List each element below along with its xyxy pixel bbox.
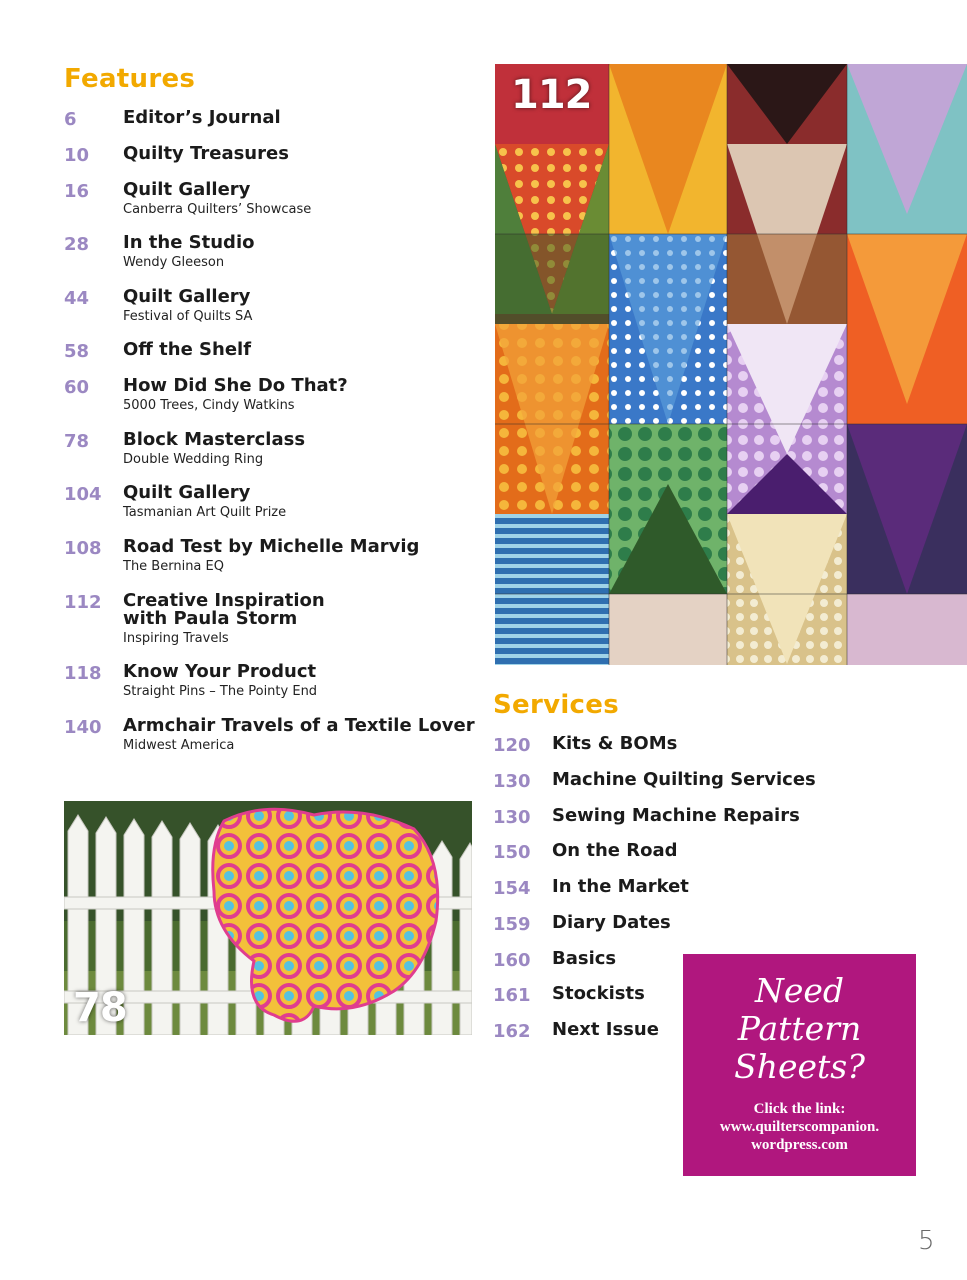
toc-title: Creative Inspiration bbox=[123, 590, 325, 611]
toc-page-number: 160 bbox=[493, 950, 531, 971]
toc-title: Machine Quilting Services bbox=[552, 769, 816, 790]
toc-subtitle: Double Wedding Ring bbox=[123, 452, 264, 467]
features-list bbox=[64, 0, 484, 780]
toc-page-number: 44 bbox=[64, 288, 90, 309]
page-number: 5 bbox=[918, 1226, 935, 1256]
toc-page-number: 104 bbox=[64, 484, 102, 505]
toc-page-number: 112 bbox=[64, 592, 102, 613]
services-heading: Services bbox=[493, 690, 619, 720]
toc-subtitle: Straight Pins – The Pointy End bbox=[123, 684, 318, 699]
toc-title: Quilt Gallery bbox=[123, 179, 251, 200]
toc-title: Quilt Gallery bbox=[123, 482, 251, 503]
toc-page-number: 108 bbox=[64, 538, 102, 559]
toc-subtitle: Canberra Quilters’ Showcase bbox=[123, 202, 312, 217]
toc-page-number: 159 bbox=[493, 914, 531, 935]
toc-page-number: 10 bbox=[64, 145, 90, 166]
toc-title: Stockists bbox=[552, 983, 645, 1004]
quilt-photo-fence bbox=[64, 801, 472, 1035]
promo-headline-line: Pattern bbox=[737, 1009, 862, 1048]
services-list bbox=[493, 0, 816, 1060]
promo-link-label: Click the link: bbox=[753, 1101, 846, 1117]
toc-page-number: 120 bbox=[493, 735, 531, 756]
toc-title: In the Market bbox=[552, 876, 689, 897]
toc-page-number: 28 bbox=[64, 234, 90, 255]
promo-headline-line: Sheets? bbox=[734, 1047, 865, 1086]
toc-page-number: 58 bbox=[64, 341, 90, 362]
toc-subtitle: 5000 Trees, Cindy Watkins bbox=[123, 398, 295, 413]
promo-link-url[interactable]: wordpress.com bbox=[751, 1137, 848, 1153]
toc-subtitle: Wendy Gleeson bbox=[123, 255, 225, 270]
toc-title: Sewing Machine Repairs bbox=[552, 805, 800, 826]
toc-subtitle: Inspiring Travels bbox=[123, 631, 229, 646]
toc-title: Off the Shelf bbox=[123, 339, 252, 360]
toc-title: Next Issue bbox=[552, 1019, 659, 1040]
toc-title-line-2: with Paula Storm bbox=[123, 608, 298, 629]
toc-subtitle: Tasmanian Art Quilt Prize bbox=[123, 505, 287, 520]
promo-link[interactable] bbox=[683, 1100, 916, 1154]
toc-page-number: 154 bbox=[493, 878, 531, 899]
toc-title: Quilt Gallery bbox=[123, 286, 251, 307]
toc-title: Diary Dates bbox=[552, 912, 671, 933]
toc-title: Basics bbox=[552, 948, 617, 969]
photo-page-label: 112 bbox=[511, 72, 592, 118]
features-heading: Features bbox=[64, 64, 196, 94]
toc-page-number: 130 bbox=[493, 807, 531, 828]
toc-title: Armchair Travels of a Textile Lover bbox=[123, 715, 475, 736]
toc-page-number: 60 bbox=[64, 377, 90, 398]
toc-title: How Did She Do That? bbox=[123, 375, 348, 396]
toc-title: On the Road bbox=[552, 840, 678, 861]
toc-page-number: 150 bbox=[493, 842, 531, 863]
toc-page-number: 16 bbox=[64, 181, 90, 202]
promo-link-url[interactable]: www.quilterscompanion. bbox=[719, 1119, 880, 1135]
toc-subtitle: The Bernina EQ bbox=[123, 559, 224, 574]
toc-title: Kits & BOMs bbox=[552, 733, 678, 754]
toc-title: Know Your Product bbox=[123, 661, 317, 682]
promo-headline-line: Need bbox=[754, 971, 845, 1010]
toc-subtitle: Festival of Quilts SA bbox=[123, 309, 253, 324]
toc-title: Road Test by Michelle Marvig bbox=[123, 536, 420, 557]
toc-title: Block Masterclass bbox=[123, 429, 306, 450]
toc-page-number: 118 bbox=[64, 663, 102, 684]
toc-page-number: 161 bbox=[493, 985, 531, 1006]
promo-headline bbox=[683, 972, 916, 1086]
toc-title: In the Studio bbox=[123, 232, 255, 253]
toc-page-number: 140 bbox=[64, 717, 102, 738]
toc-title: Editor’s Journal bbox=[123, 107, 281, 128]
toc-page-number: 6 bbox=[64, 109, 77, 130]
toc-title: Quilty Treasures bbox=[123, 143, 289, 164]
photo-page-label: 78 bbox=[73, 985, 127, 1031]
toc-subtitle: Midwest America bbox=[123, 738, 235, 753]
toc-page-number: 78 bbox=[64, 431, 90, 452]
toc-page-number: 162 bbox=[493, 1021, 531, 1042]
pattern-sheets-promo[interactable] bbox=[683, 954, 916, 1176]
toc-page-number: 130 bbox=[493, 771, 531, 792]
